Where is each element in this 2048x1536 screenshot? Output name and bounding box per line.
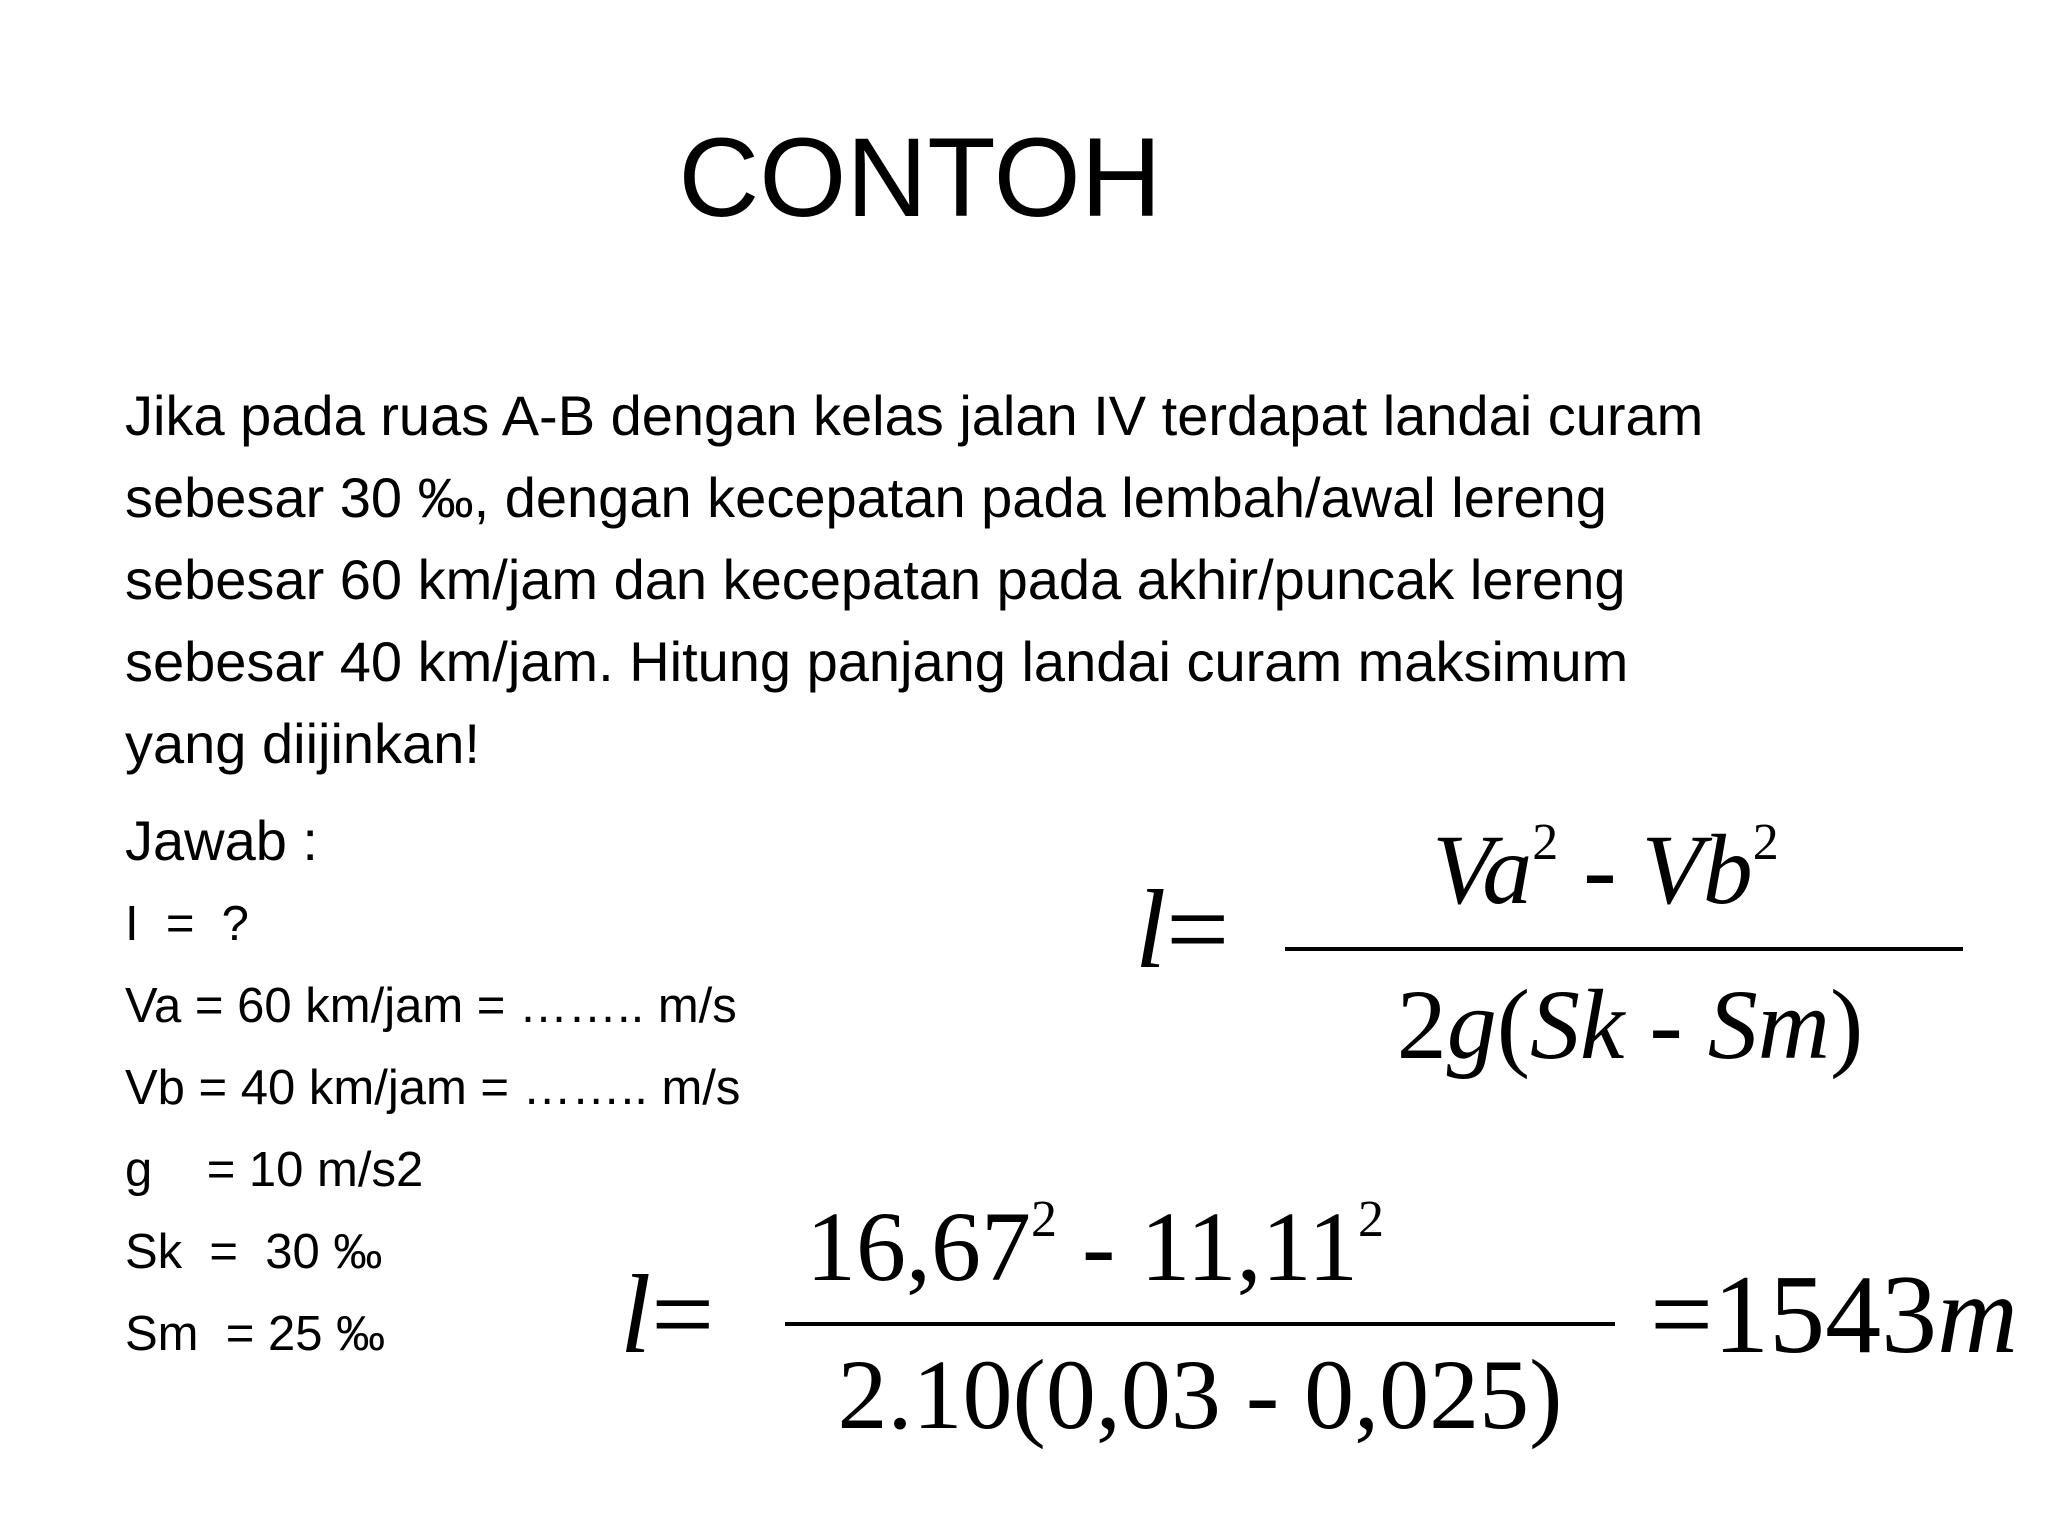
minus-sign: - [1057, 1191, 1141, 1302]
given-item: Sm = 25 ‰ [125, 1307, 386, 1361]
equals-sign: = [1166, 868, 1230, 992]
problem-line: sebesar 60 km/jam dan kecepatan pada akhir/puncak lereng [125, 548, 1626, 611]
formula-lhs [1135, 870, 1229, 990]
denominator-left: 2.10(0,03 [837, 1339, 1221, 1450]
problem-line: yang diijinkan! [125, 712, 480, 775]
problem-statement [125, 375, 1945, 785]
given-item: Vb = 40 km/jam = …….. m/s [125, 1061, 741, 1115]
exponent: 2 [1752, 813, 1779, 871]
problem-line: sebesar 30 ‰, dengan kecepatan pada lembah/awal lereng [125, 466, 1607, 529]
value-b: 11,11 [1140, 1191, 1358, 1302]
given-item: Va = 60 km/jam = …….. m/s [125, 979, 737, 1033]
fraction-bar [785, 1322, 1615, 1326]
problem-line: Jika pada ruas A-B dengan kelas jalan IV terdapat landai curam [125, 384, 1704, 447]
formula-denominator [1290, 965, 1970, 1085]
numeric-formula [620, 1190, 2040, 1455]
minus-sign: - [1558, 814, 1642, 925]
slope-sk: Sk [1530, 969, 1625, 1080]
slope-sm: Sm [1707, 969, 1830, 1080]
exponent: 2 [1532, 813, 1559, 871]
formula-numerator [780, 1187, 1410, 1324]
result-unit: m [1937, 1253, 2019, 1377]
formula-denominator [785, 1335, 1615, 1455]
minus-sign: - [1624, 969, 1708, 1080]
open-paren: ( [1496, 969, 1531, 1080]
slide-title: CONTOH [678, 115, 1162, 240]
formula-result [1650, 1255, 2018, 1375]
given-item: g = 10 m/s2 [125, 1143, 424, 1197]
formula-lhs [620, 1255, 714, 1375]
given-item: Sk = 30 ‰ [125, 1225, 383, 1279]
answer-label: Jawab : [125, 809, 318, 872]
constant-two: 2 [1396, 969, 1447, 1080]
problem-line: sebesar 40 km/jam. Hitung panjang landai curam maksimum [125, 630, 1629, 693]
fraction-bar [1285, 947, 1963, 951]
equals-sign: = [1650, 1253, 1714, 1377]
velocity-b: Vb [1641, 814, 1753, 925]
exponent: 2 [1357, 1190, 1384, 1248]
velocity-a: Va [1432, 814, 1533, 925]
given-item: I = ? [125, 897, 249, 951]
denominator-right: 0,025) [1304, 1339, 1563, 1450]
value-a: 16,67 [806, 1191, 1032, 1302]
minus-sign: - [1220, 1339, 1305, 1450]
formula-numerator [1353, 810, 1858, 947]
length-variable: l [1135, 868, 1167, 992]
general-formula [1135, 810, 1864, 1100]
exponent: 2 [1031, 1190, 1058, 1248]
equals-sign: = [651, 1253, 715, 1377]
length-variable: l [620, 1253, 652, 1377]
gravity-variable: g [1446, 969, 1497, 1080]
result-value: 1543 [1713, 1253, 1938, 1377]
close-paren: ) [1829, 969, 1864, 1080]
